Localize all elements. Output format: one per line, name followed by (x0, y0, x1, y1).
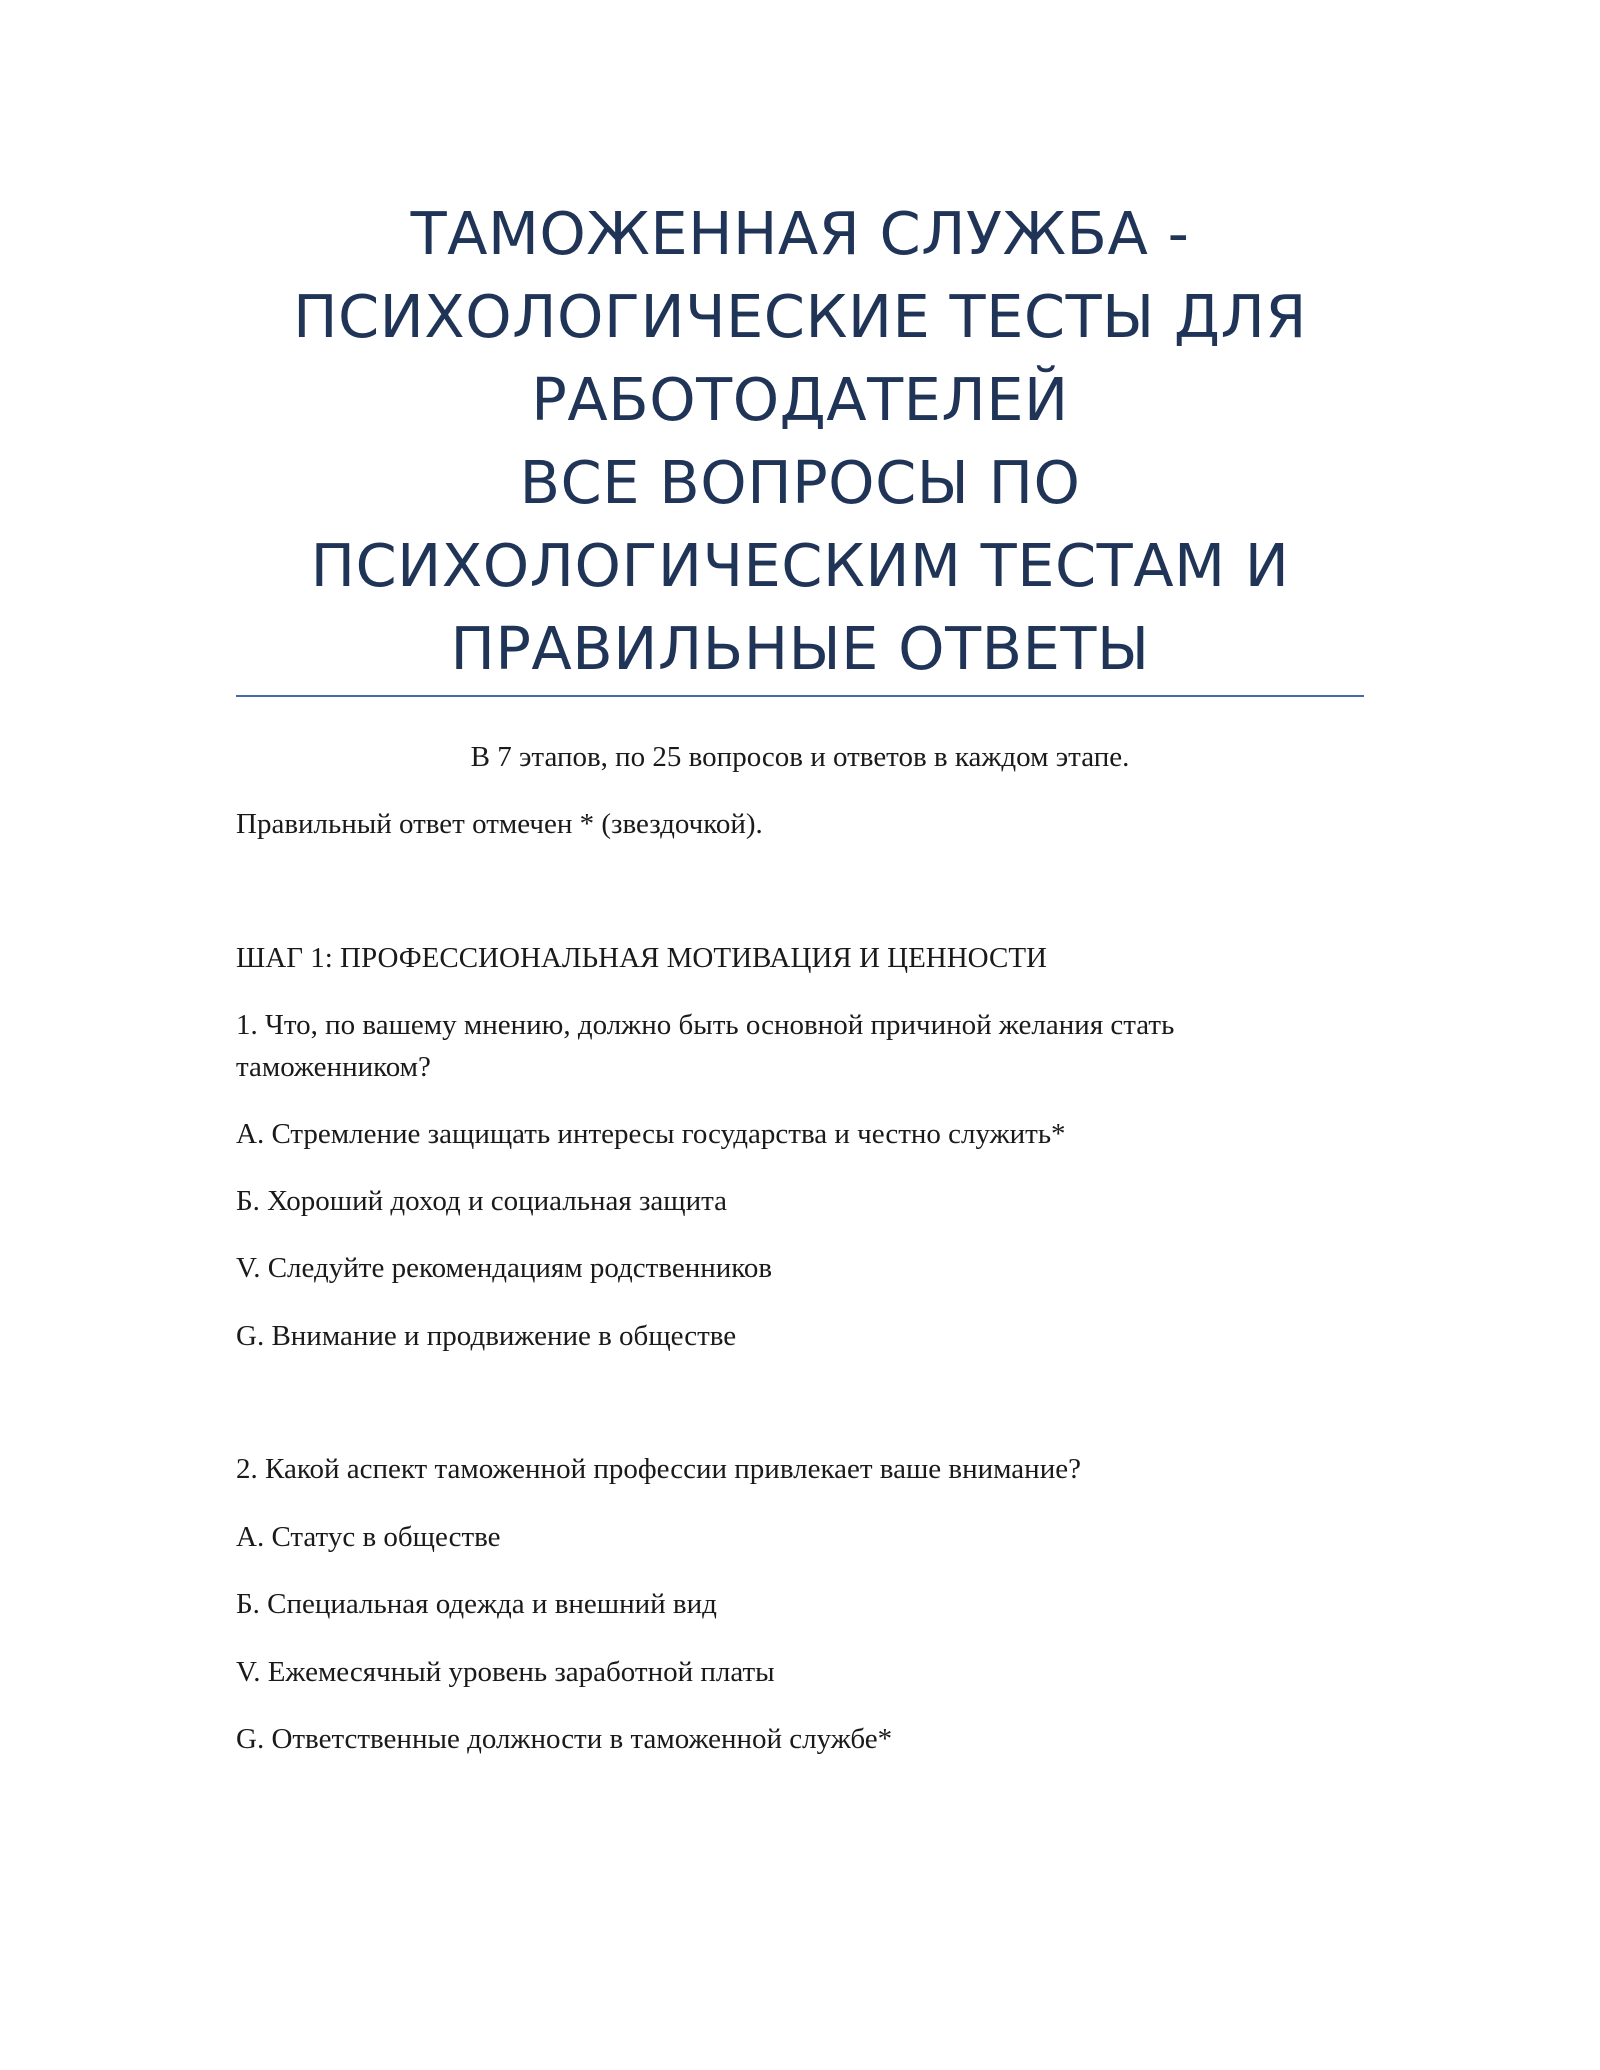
answer-option: A. Стремление защищать интересы государства и честно служить* (236, 1118, 1066, 1150)
answer-option: Б. Специальная одежда и внешний вид (236, 1588, 717, 1620)
title-divider (236, 695, 1364, 697)
title-line: ПРАВИЛЬНЫЕ ОТВЕТЫ (450, 614, 1150, 683)
answer-option: A. Статус в обществе (236, 1521, 501, 1553)
title-line: ВСЕ ВОПРОСЫ ПО (519, 448, 1081, 517)
title-line: ПСИХОЛОГИЧЕСКИЕ ТЕСТЫ ДЛЯ (293, 282, 1307, 351)
answer-option: V. Ежемесячный уровень заработной платы (236, 1656, 775, 1688)
answer-option: Б. Хороший доход и социальная защита (236, 1185, 728, 1217)
stages-note: В 7 этапов, по 25 вопросов и ответов в каждом этапе. (470, 741, 1130, 773)
answer-option: G. Ответственные должности в таможенной службе* (236, 1723, 893, 1755)
question-text: 2. Какой аспект таможенной профессии привлекает ваше внимание? (236, 1453, 1081, 1485)
question-text: 1. Что, по вашему мнению, должно быть основной причиной желания стать таможенником? (236, 1009, 1175, 1083)
answer-option: G. Внимание и продвижение в обществе (236, 1320, 737, 1352)
title-line: ТАМОЖЕННАЯ СЛУЖБА - (410, 199, 1190, 268)
step-heading: ШАГ 1: ПРОФЕССИОНАЛЬНАЯ МОТИВАЦИЯ И ЦЕННОСТИ (236, 942, 1047, 974)
document-title (236, 192, 1364, 690)
title-line: РАБОТОДАТЕЛЕЙ (531, 365, 1069, 434)
answer-marker-note: Правильный ответ отмечен * (звездочкой). (236, 808, 763, 840)
answer-option: V. Следуйте рекомендациям родственников (236, 1252, 773, 1284)
title-line: ПСИХОЛОГИЧЕСКИМ ТЕСТАМ И (310, 531, 1290, 600)
